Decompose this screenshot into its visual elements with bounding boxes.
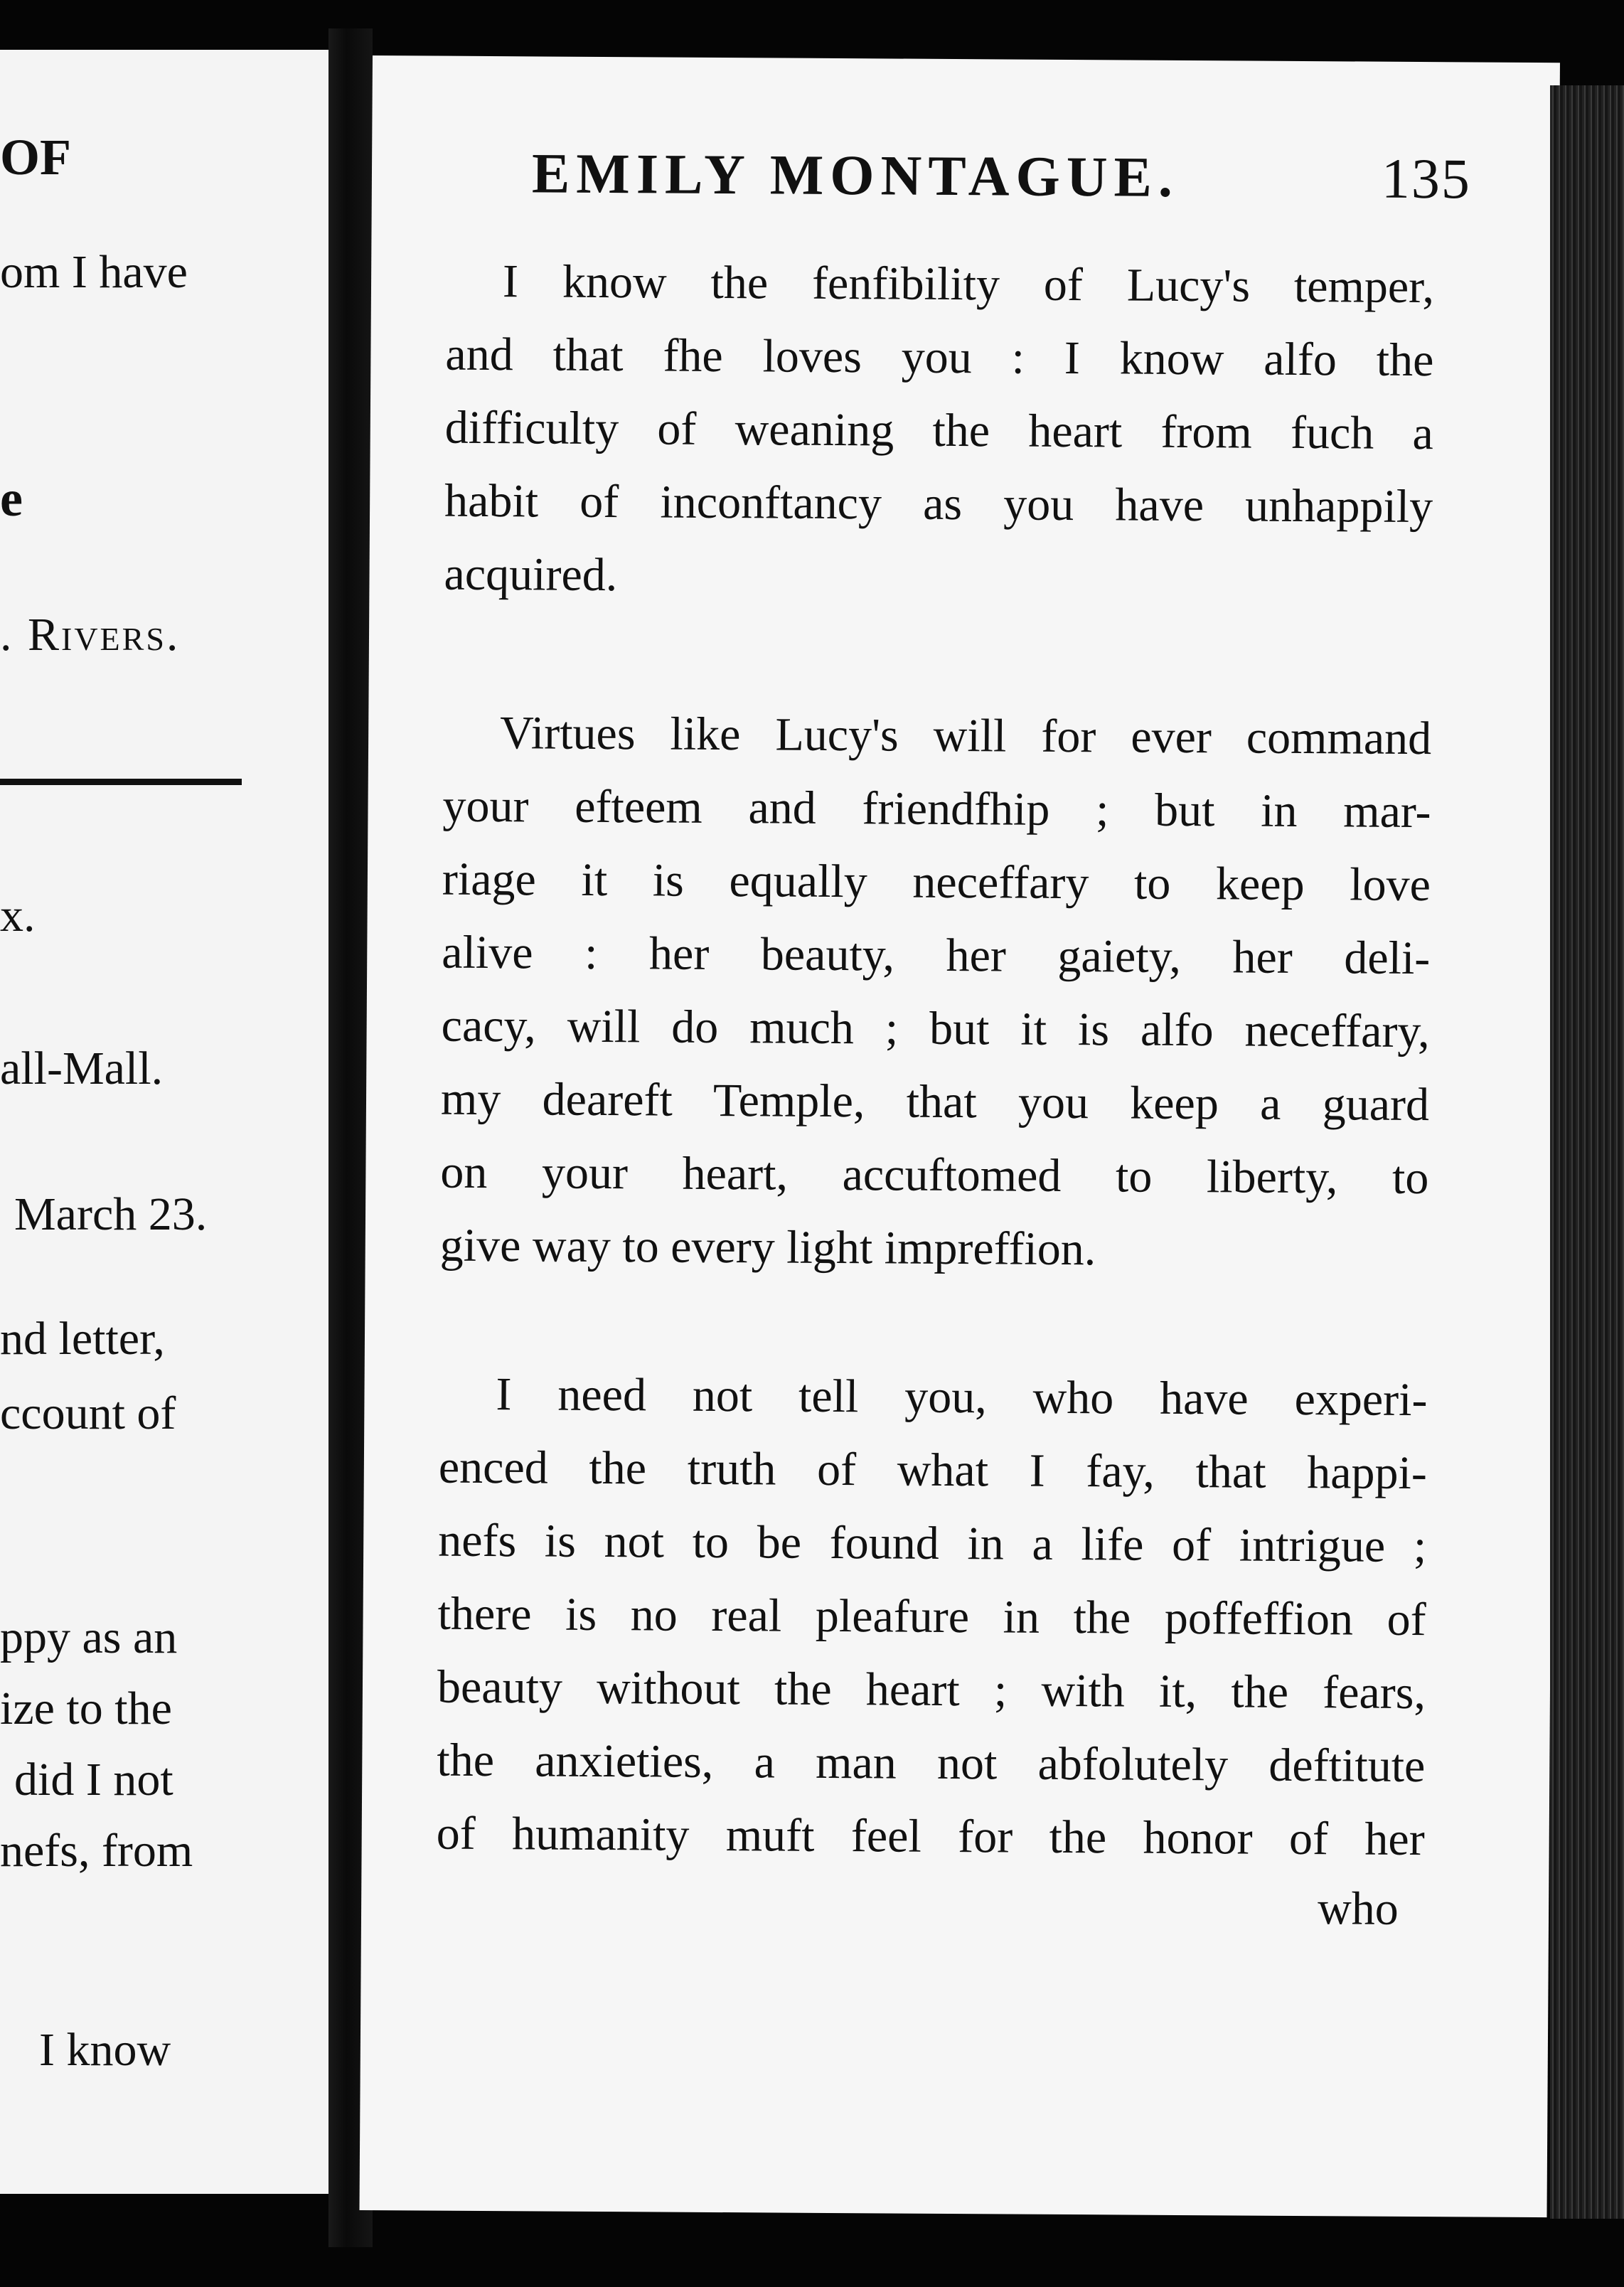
- left-page: [0, 50, 328, 2194]
- left-fragment: e: [0, 470, 23, 527]
- left-fragment: ccount of: [0, 1387, 176, 1439]
- page-edges: [1550, 85, 1624, 2219]
- left-fragment: March 23.: [14, 1188, 208, 1240]
- text-line: alive : her beauty, her gaiety, her deli-: [442, 926, 1431, 985]
- running-head: [532, 142, 1485, 212]
- left-divider-rule: [0, 779, 242, 785]
- text-line: beauty without the heart ; with it, the fears,: [437, 1660, 1426, 1720]
- paragraph-2: [439, 696, 1431, 1288]
- paragraph-3: [436, 1358, 1427, 1876]
- text-line: habit of inconftancy as you have unhappily: [444, 474, 1433, 533]
- left-fragment: ize to the: [0, 1683, 172, 1734]
- catchword: who: [1317, 1882, 1399, 1935]
- text-line: of humanity muft feel for the honor of her: [436, 1807, 1425, 1866]
- right-page: [359, 55, 1559, 2217]
- left-fragment: did I not: [14, 1754, 173, 1806]
- page-number: 135: [1381, 147, 1472, 211]
- text-line: the anxieties, a man not abfolutely deftitute: [437, 1734, 1426, 1793]
- left-fragment: x.: [0, 890, 36, 942]
- text-line: and that fhe loves you : I know alfo the: [445, 328, 1434, 387]
- text-line: riage it is equally neceffary to keep love: [442, 853, 1431, 912]
- text-line: enced the truth of what I fay, that happi-: [438, 1441, 1428, 1500]
- text-line: there is no real pleafure in the poffeffion of: [437, 1587, 1426, 1646]
- text-line: on your heart, accuftomed to liberty, to: [440, 1146, 1429, 1205]
- text-line: acquired.: [444, 548, 618, 602]
- text-line: I need not tell you, who have experi-: [496, 1368, 1428, 1427]
- left-fragment: nd letter,: [0, 1313, 165, 1365]
- text-line: I know the fenfibility of Lucy's temper,: [502, 255, 1435, 314]
- text-line: my deareft Temple, that you keep a guard: [440, 1072, 1430, 1131]
- text-line: difficulty of weaning the heart from fuch a: [444, 401, 1434, 460]
- text-line: Virtues like Lucy's will for ever command: [499, 707, 1432, 765]
- left-fragment: OF: [0, 129, 71, 186]
- left-fragment: . Rivers.: [0, 609, 181, 661]
- running-head-title: EMILY MONTAGUE.: [531, 142, 1180, 209]
- left-fragment: I know: [39, 2024, 171, 2076]
- text-line: give way to every light impreffion.: [439, 1219, 1096, 1276]
- text-line: nefs is not to be found in a life of intrigue ;: [438, 1514, 1427, 1573]
- left-fragment: ppy as an: [0, 1611, 178, 1663]
- left-fragment: om I have: [0, 246, 188, 298]
- paragraph-1: [444, 245, 1434, 617]
- left-fragment: nefs, from: [0, 1825, 193, 1877]
- text-line: your efteem and friendfhip ; but in mar-: [442, 779, 1431, 838]
- text-line: cacy, will do much ; but it is alfo neceffary,: [441, 999, 1430, 1058]
- left-fragment: all-Mall.: [0, 1043, 164, 1094]
